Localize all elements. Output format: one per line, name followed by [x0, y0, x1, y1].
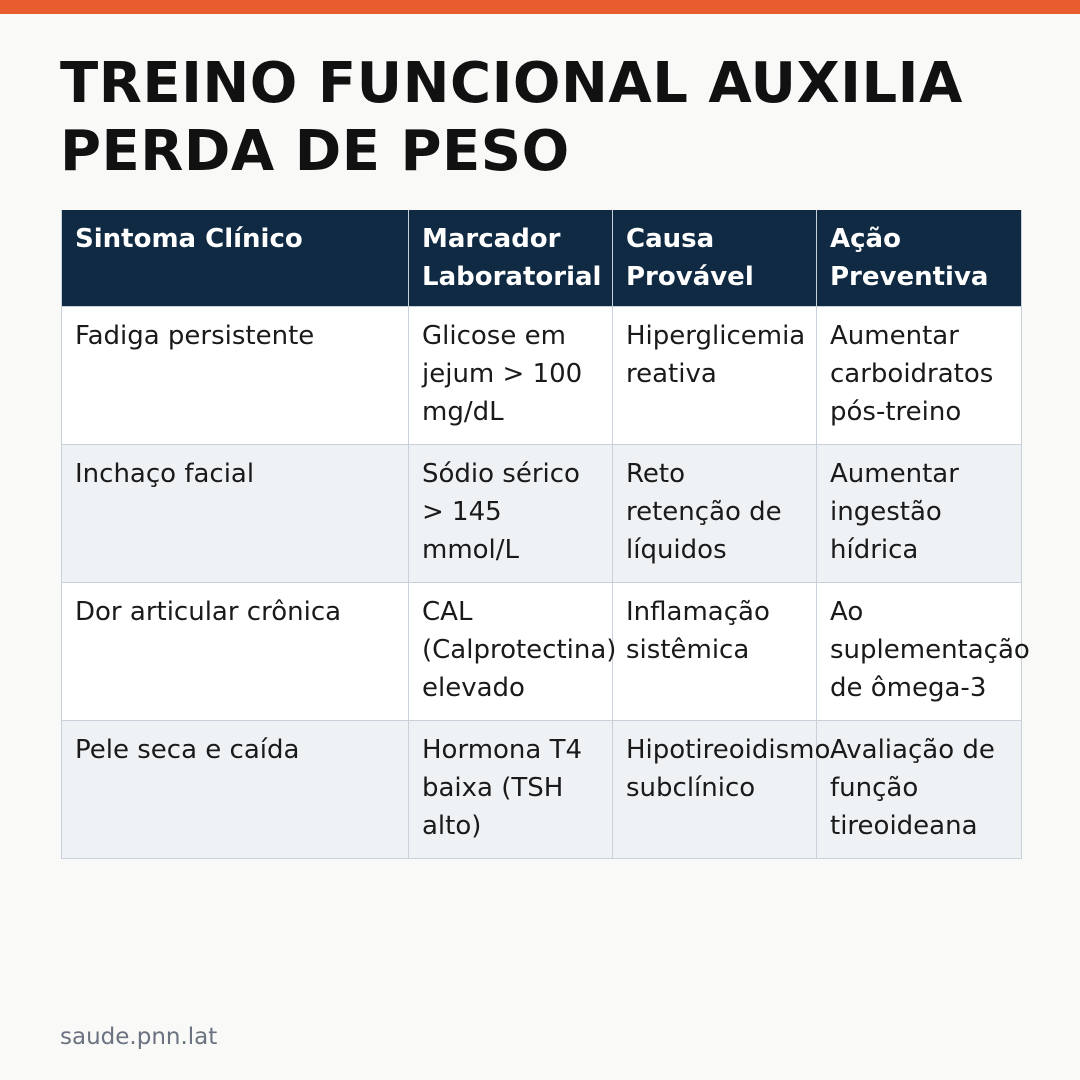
column-header: Causa Provável — [613, 210, 817, 307]
table-row — [62, 721, 1022, 859]
table-cell: Hiperglicemia reativa — [613, 307, 817, 445]
table-header-row — [62, 210, 1022, 307]
table-cell: Hormona T4 baixa (TSH alto) — [409, 721, 613, 859]
table-cell: Glicose em jejum > 100 mg/dL — [409, 307, 613, 445]
page-title: TREINO FUNCIONAL AUXILIA PERDA DE PESO — [60, 51, 963, 184]
column-header: Sintoma Clínico — [62, 210, 409, 307]
table-row — [62, 583, 1022, 721]
table-cell: Inchaço facial — [62, 445, 409, 583]
table-cell: Inflamação sistêmica — [613, 583, 817, 721]
table-cell: Aumentar carboidratos pós-treino — [817, 307, 1022, 445]
table-cell: Reto retenção de líquidos — [613, 445, 817, 583]
table-row — [62, 307, 1022, 445]
table-cell: Ao suplementação de ômega-3 — [817, 583, 1022, 721]
column-header: Ação Preventiva — [817, 210, 1022, 307]
table-cell: Aumentar ingestão hídrica — [817, 445, 1022, 583]
column-header: Marcador Laboratorial — [409, 210, 613, 307]
accent-bar — [0, 0, 1080, 14]
footer-source: saude.pnn.lat — [60, 1024, 218, 1050]
table-cell: Pele seca e caída — [62, 721, 409, 859]
table-row — [62, 445, 1022, 583]
table-cell: Avaliação de função tireoideana — [817, 721, 1022, 859]
table-cell: CAL (Calprotectina) elevado — [409, 583, 613, 721]
data-table — [61, 210, 1030, 859]
table-cell: Fadiga persistente — [62, 307, 409, 445]
table-cell: Sódio sérico > 145 mmol/L — [409, 445, 613, 583]
table-cell: Hipotireoidismo subclínico — [613, 721, 817, 859]
table-cell: Dor articular crônica — [62, 583, 409, 721]
